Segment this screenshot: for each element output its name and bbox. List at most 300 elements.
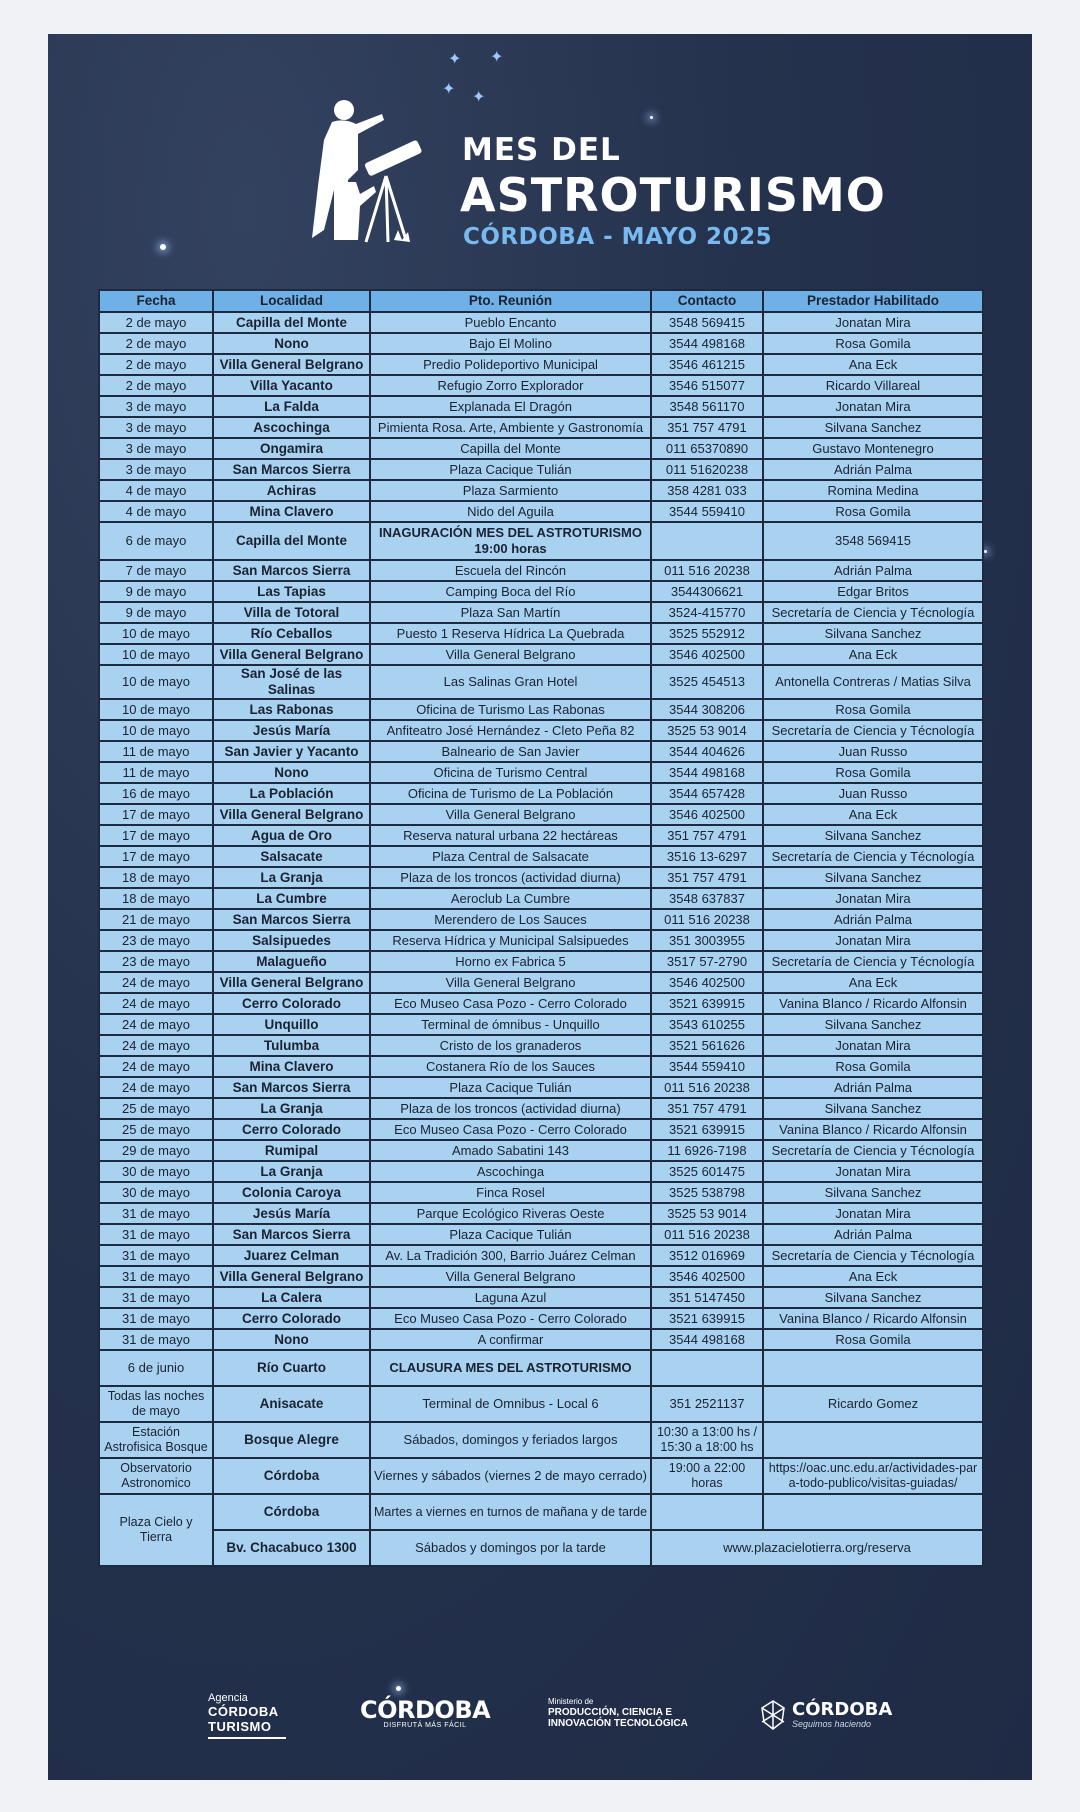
cell-punto-reunion: Balneario de San Javier (370, 741, 651, 762)
agencia-line-2: TURISMO (208, 1719, 272, 1734)
cell-punto-reunion: Anfiteatro José Hernández - Cleto Peña 82 (370, 720, 651, 741)
cell-prestador: Secretaría de Ciencia y Técnología (763, 951, 983, 972)
cell-localidad: Tulumba (213, 1035, 370, 1056)
inauguration-row (99, 522, 983, 560)
table-row (99, 665, 983, 699)
cell-localidad: San Marcos Sierra (213, 459, 370, 480)
header (48, 34, 1032, 284)
cell-punto-reunion: Eco Museo Casa Pozo - Cerro Colorado (370, 1119, 651, 1140)
inauguration-title: INAGURACIÓN MES DEL ASTROTURISMO (379, 525, 642, 540)
stargazers-telescope-icon (294, 90, 424, 250)
cell-contacto (651, 522, 763, 560)
table-row (99, 1182, 983, 1203)
cell-localidad: Nono (213, 1329, 370, 1350)
cell-contacto: 11 6926-7198 (651, 1140, 763, 1161)
cell-fecha: 31 de mayo (99, 1287, 213, 1308)
agencia-cordoba-turismo-logo (208, 1692, 286, 1739)
cell-punto-reunion: Finca Rosel (370, 1182, 651, 1203)
cell-fecha: 17 de mayo (99, 825, 213, 846)
cell-localidad: Colonia Caroya (213, 1182, 370, 1203)
table-row (99, 1161, 983, 1182)
cell-localidad: Bv. Chacabuco 1300 (213, 1530, 370, 1566)
cell-fecha: 23 de mayo (99, 930, 213, 951)
cell-prestador: Vanina Blanco / Ricardo Alfonsin (763, 993, 983, 1014)
cell-fecha: 2 de mayo (99, 333, 213, 354)
table-row (99, 1287, 983, 1308)
cell-punto-reunion: Parque Ecológico Riveras Oeste (370, 1203, 651, 1224)
table-row (99, 1077, 983, 1098)
cell-contacto: 351 757 4791 (651, 417, 763, 438)
cell-punto-reunion: Las Salinas Gran Hotel (370, 665, 651, 699)
cell-punto-reunion: Pimienta Rosa. Arte, Ambiente y Gastronomía (370, 417, 651, 438)
cell-fecha: 11 de mayo (99, 741, 213, 762)
cell-punto-reunion: Amado Sabatini 143 (370, 1140, 651, 1161)
cell-punto-reunion: Eco Museo Casa Pozo - Cerro Colorado (370, 993, 651, 1014)
cell-punto-reunion: Puesto 1 Reserva Hídrica La Quebrada (370, 623, 651, 644)
cell-punto-reunion: Ascochinga (370, 1161, 651, 1182)
cell-prestador: Adrián Palma (763, 1077, 983, 1098)
cell-contacto: 3546 402500 (651, 804, 763, 825)
cell-fecha: 17 de mayo (99, 804, 213, 825)
cell-localidad: Villa General Belgrano (213, 972, 370, 993)
cell-fecha: 10 de mayo (99, 623, 213, 644)
star-decoration (984, 550, 987, 553)
cell-fecha: 7 de mayo (99, 560, 213, 581)
cell-fecha: 3 de mayo (99, 459, 213, 480)
cell-localidad: San Marcos Sierra (213, 560, 370, 581)
bosque-alegre-row (99, 1422, 983, 1458)
cell-punto-reunion: Av. La Tradición 300, Barrio Juárez Celman (370, 1245, 651, 1266)
cell-punto-reunion: Horno ex Fabrica 5 (370, 951, 651, 972)
table-row (99, 804, 983, 825)
geometric-emblem-icon (760, 1700, 786, 1730)
cell-fecha: 9 de mayo (99, 581, 213, 602)
table-row (99, 699, 983, 720)
cell-punto-reunion: Eco Museo Casa Pozo - Cerro Colorado (370, 1308, 651, 1329)
header-prestador: Prestador Habilitado (763, 290, 983, 312)
table-row (99, 867, 983, 888)
cell-fecha: Plaza Cielo y Tierra (99, 1494, 213, 1566)
cell-contacto: 011 51620238 (651, 459, 763, 480)
cell-contacto: 358 4281 033 (651, 480, 763, 501)
cell-fecha: 24 de mayo (99, 1014, 213, 1035)
table-row (99, 1056, 983, 1077)
cell-punto-reunion: Pueblo Encanto (370, 312, 651, 333)
cell-fecha: 31 de mayo (99, 1308, 213, 1329)
cell-punto-reunion: Terminal de Omnibus - Local 6 (370, 1386, 651, 1422)
cell-punto-reunion: Terminal de ómnibus - Unquillo (370, 1014, 651, 1035)
table-row (99, 459, 983, 480)
cell-contacto: 3546 515077 (651, 375, 763, 396)
cell-prestador: Jonatan Mira (763, 396, 983, 417)
cell-punto-reunion: Villa General Belgrano (370, 804, 651, 825)
cell-localidad: Juarez Celman (213, 1245, 370, 1266)
cell-fecha: 2 de mayo (99, 354, 213, 375)
cell-contacto: 3544 657428 (651, 783, 763, 804)
cell-fecha: 18 de mayo (99, 867, 213, 888)
ministerio-line-2: INNOVACIÓN TECNOLÓGICA (548, 1718, 688, 1729)
table-row (99, 602, 983, 623)
agencia-line-1: CÓRDOBA (208, 1704, 279, 1719)
cell-prestador: Rosa Gomila (763, 1056, 983, 1077)
header-localidad: Localidad (213, 290, 370, 312)
cell-localidad: Bosque Alegre (213, 1422, 370, 1458)
table-row (99, 720, 983, 741)
cell-contacto: 3546 402500 (651, 644, 763, 665)
cell-prestador: Adrián Palma (763, 459, 983, 480)
header-contacto: Contacto (651, 290, 763, 312)
cell-fecha: Todas las noches de mayo (99, 1386, 213, 1422)
cell-punto-reunion: Martes a viernes en turnos de mañana y de tarde (370, 1494, 651, 1530)
cell-fecha: 9 de mayo (99, 602, 213, 623)
plaza-cielo-row-1 (99, 1494, 983, 1530)
cell-prestador: Rosa Gomila (763, 1329, 983, 1350)
cell-contacto: 351 757 4791 (651, 1098, 763, 1119)
cell-fecha: 10 de mayo (99, 644, 213, 665)
cell-punto-reunion: Villa General Belgrano (370, 1266, 651, 1287)
observatorio-link[interactable]: https://oac.unc.edu.ar/actividades-para-todo-publico/visitas-guiadas/ (763, 1458, 983, 1494)
cell-fecha: 24 de mayo (99, 1035, 213, 1056)
cell-prestador: Silvana Sanchez (763, 417, 983, 438)
ministerio-logo (548, 1696, 688, 1729)
cell-prestador: Silvana Sanchez (763, 623, 983, 644)
cell-contacto: 3521 639915 (651, 1308, 763, 1329)
table-row (99, 825, 983, 846)
cell-localidad: Malagueño (213, 951, 370, 972)
cell-localidad: Capilla del Monte (213, 312, 370, 333)
cell-localidad: Rumipal (213, 1140, 370, 1161)
cell-contacto: 3516 13-6297 (651, 846, 763, 867)
cell-contacto: 3544 559410 (651, 1056, 763, 1077)
cell-punto-reunion: Refugio Zorro Explorador (370, 375, 651, 396)
cell-contacto: 351 757 4791 (651, 867, 763, 888)
cell-prestador: Rosa Gomila (763, 762, 983, 783)
cell-contacto: 3517 57-2790 (651, 951, 763, 972)
cell-prestador: Ana Eck (763, 1266, 983, 1287)
cell-fecha: 29 de mayo (99, 1140, 213, 1161)
table-row (99, 1308, 983, 1329)
table-row (99, 396, 983, 417)
sparkle-icon: ✦ (442, 81, 456, 98)
gobierno-cordoba-logo (760, 1700, 892, 1730)
cell-localidad: Salsipuedes (213, 930, 370, 951)
cell-prestador: Jonatan Mira (763, 1203, 983, 1224)
cordoba-brand-name: CÓRDOBA (360, 1696, 491, 1724)
cell-localidad: Cerro Colorado (213, 993, 370, 1014)
plaza-cielo-link[interactable]: www.plazacielotierra.org/reserva (651, 1530, 983, 1566)
cell-punto-reunion: Merendero de Los Sauces (370, 909, 651, 930)
cell-prestador: Jonatan Mira (763, 312, 983, 333)
cell-contacto: 3548 637837 (651, 888, 763, 909)
cell-prestador: 3548 569415 (763, 522, 983, 560)
table-row (99, 312, 983, 333)
cell-punto-reunion: Viernes y sábados (viernes 2 de mayo cerrado) (370, 1458, 651, 1494)
cell-prestador: Adrián Palma (763, 1224, 983, 1245)
cell-contacto: 351 2521137 (651, 1386, 763, 1422)
cell-prestador: Jonatan Mira (763, 1161, 983, 1182)
cell-contacto: 3546 461215 (651, 354, 763, 375)
cell-prestador: Antonella Contreras / Matias Silva (763, 665, 983, 699)
ministerio-small-text: Ministerio de (548, 1697, 594, 1706)
cell-punto-reunion: Plaza Sarmiento (370, 480, 651, 501)
cell-contacto: 3521 639915 (651, 1119, 763, 1140)
cell-localidad: Mina Clavero (213, 501, 370, 522)
cell-prestador: Ana Eck (763, 972, 983, 993)
table-row (99, 560, 983, 581)
cell-punto-reunion: Oficina de Turismo Central (370, 762, 651, 783)
cell-punto-reunion: Costanera Río de los Sauces (370, 1056, 651, 1077)
table-row (99, 909, 983, 930)
cell-punto-reunion: Cristo de los granaderos (370, 1035, 651, 1056)
cell-prestador: Edgar Britos (763, 581, 983, 602)
cell-contacto: 3525 601475 (651, 1161, 763, 1182)
table-row (99, 1014, 983, 1035)
table-row (99, 846, 983, 867)
table-row (99, 1266, 983, 1287)
cell-fecha: 6 de junio (99, 1350, 213, 1386)
cell-prestador: Rosa Gomila (763, 333, 983, 354)
cell-prestador: Adrián Palma (763, 909, 983, 930)
table-row (99, 623, 983, 644)
table-row (99, 354, 983, 375)
cell-prestador: Rosa Gomila (763, 501, 983, 522)
cell-prestador: Secretaría de Ciencia y Técnología (763, 846, 983, 867)
cell-localidad: La Calera (213, 1287, 370, 1308)
cell-prestador: Adrián Palma (763, 560, 983, 581)
header-punto-reunion: Pto. Reunión (370, 290, 651, 312)
sparkle-icon: ✦ (472, 89, 486, 106)
cell-contacto: 3521 561626 (651, 1035, 763, 1056)
cell-fecha: 31 de mayo (99, 1329, 213, 1350)
cell-contacto: 011 65370890 (651, 438, 763, 459)
cell-prestador: Jonatan Mira (763, 1035, 983, 1056)
gobierno-name: CÓRDOBA (792, 1699, 893, 1720)
cordoba-brand-logo (360, 1696, 490, 1729)
poster (48, 34, 1032, 1780)
cell-localidad: Villa General Belgrano (213, 1266, 370, 1287)
cell-prestador: Ana Eck (763, 354, 983, 375)
cell-fecha: 24 de mayo (99, 1077, 213, 1098)
cell-fecha: 24 de mayo (99, 993, 213, 1014)
cell-localidad: Jesús María (213, 1203, 370, 1224)
schedule-table (98, 289, 984, 1567)
cell-localidad: Río Ceballos (213, 623, 370, 644)
cell-localidad: La Granja (213, 1161, 370, 1182)
cell-contacto: 3521 639915 (651, 993, 763, 1014)
cell-prestador: Ricardo Gomez (763, 1386, 983, 1422)
cell-contacto: 3548 561170 (651, 396, 763, 417)
cell-punto-reunion: Predio Polideportivo Municipal (370, 354, 651, 375)
table-header-row (99, 290, 983, 312)
cell-punto-reunion: Nido del Aguila (370, 501, 651, 522)
sparkle-icon: ✦ (490, 49, 504, 66)
cell-prestador: Juan Russo (763, 741, 983, 762)
table-row (99, 741, 983, 762)
rows-group-early-may (99, 312, 983, 522)
inauguration-time: 19:00 horas (474, 541, 547, 556)
cell-punto-reunion: Laguna Azul (370, 1287, 651, 1308)
cell-punto-reunion: Plaza Central de Salsacate (370, 846, 651, 867)
cell-localidad: Nono (213, 333, 370, 354)
cell-prestador: Silvana Sanchez (763, 1287, 983, 1308)
anisacate-row (99, 1386, 983, 1422)
cell-contacto: 011 516 20238 (651, 1077, 763, 1098)
cell-punto-reunion: Explanada El Dragón (370, 396, 651, 417)
cell-prestador (763, 1350, 983, 1386)
cell-punto-reunion: Aeroclub La Cumbre (370, 888, 651, 909)
cell-localidad: Villa General Belgrano (213, 644, 370, 665)
cell-prestador (763, 1494, 983, 1530)
cell-prestador: Silvana Sanchez (763, 867, 983, 888)
inauguration-group (99, 522, 983, 560)
table-row (99, 417, 983, 438)
gobierno-tagline: Seguimos haciendo (792, 1719, 872, 1729)
table-row (99, 1203, 983, 1224)
cell-localidad: Cerro Colorado (213, 1119, 370, 1140)
cell-fecha: 10 de mayo (99, 720, 213, 741)
cell-punto-reunion: Reserva natural urbana 22 hectáreas (370, 825, 651, 846)
cell-fecha: 16 de mayo (99, 783, 213, 804)
cell-punto-reunion: Plaza Cacique Tulián (370, 1077, 651, 1098)
cell-prestador: Gustavo Montenegro (763, 438, 983, 459)
cell-contacto: 351 757 4791 (651, 825, 763, 846)
cell-prestador: Silvana Sanchez (763, 1098, 983, 1119)
cell-prestador: Juan Russo (763, 783, 983, 804)
cell-prestador: Vanina Blanco / Ricardo Alfonsin (763, 1308, 983, 1329)
cell-prestador: Silvana Sanchez (763, 825, 983, 846)
ministerio-line-1: PRODUCCIÓN, CIENCIA E (548, 1707, 673, 1718)
cell-localidad: La Cumbre (213, 888, 370, 909)
cell-fecha: 4 de mayo (99, 501, 213, 522)
cell-localidad: Achiras (213, 480, 370, 501)
cell-prestador: Secretaría de Ciencia y Técnología (763, 720, 983, 741)
cell-fecha: 11 de mayo (99, 762, 213, 783)
agencia-underline (208, 1737, 286, 1739)
table-row (99, 581, 983, 602)
table-row (99, 930, 983, 951)
cell-punto-reunion: Plaza Cacique Tulián (370, 459, 651, 480)
cell-localidad: Río Cuarto (213, 1350, 370, 1386)
cell-localidad: San Javier y Yacanto (213, 741, 370, 762)
cell-fecha: 30 de mayo (99, 1161, 213, 1182)
cell-punto-reunion: Camping Boca del Río (370, 581, 651, 602)
cell-contacto: 3525 454513 (651, 665, 763, 699)
cell-contacto: 351 3003955 (651, 930, 763, 951)
cell-localidad: Ongamira (213, 438, 370, 459)
cell-fecha: 25 de mayo (99, 1119, 213, 1140)
cell-fecha: 17 de mayo (99, 846, 213, 867)
cell-localidad: La Granja (213, 867, 370, 888)
cell-localidad: Capilla del Monte (213, 522, 370, 560)
cell-fecha: 31 de mayo (99, 1266, 213, 1287)
cell-prestador: Ricardo Villareal (763, 375, 983, 396)
cell-contacto: 011 516 20238 (651, 909, 763, 930)
cell-localidad: La Falda (213, 396, 370, 417)
cell-fecha: 10 de mayo (99, 665, 213, 699)
footer-logos (48, 1674, 1032, 1754)
cell-contacto: 3544 308206 (651, 699, 763, 720)
cell-localidad: Villa de Totoral (213, 602, 370, 623)
title-line-2: ASTROTURISMO (460, 168, 886, 222)
cell-fecha: 2 de mayo (99, 312, 213, 333)
cell-fecha: 18 de mayo (99, 888, 213, 909)
cell-contacto: 3544 404626 (651, 741, 763, 762)
cell-prestador: Ana Eck (763, 644, 983, 665)
cell-contacto (651, 1494, 763, 1530)
cell-localidad: Salsacate (213, 846, 370, 867)
table-row (99, 375, 983, 396)
cell-prestador: Jonatan Mira (763, 930, 983, 951)
title-line-1: MES DEL (462, 132, 621, 168)
cell-punto-reunion: CLAUSURA MES DEL ASTROTURISMO (370, 1350, 651, 1386)
cell-punto-reunion: Plaza Cacique Tulián (370, 1224, 651, 1245)
cell-fecha: 31 de mayo (99, 1245, 213, 1266)
table-row (99, 1140, 983, 1161)
cell-fecha: Estación Astrofisica Bosque (99, 1422, 213, 1458)
cell-localidad: La Granja (213, 1098, 370, 1119)
cell-contacto: 3544 498168 (651, 1329, 763, 1350)
cell-punto-reunion: Plaza de los troncos (actividad diurna) (370, 867, 651, 888)
cell-contacto: 10:30 a 13:00 hs / 15:30 a 18:00 hs (651, 1422, 763, 1458)
table-row (99, 1245, 983, 1266)
table-row (99, 1224, 983, 1245)
cell-prestador: Secretaría de Ciencia y Técnología (763, 602, 983, 623)
cell-localidad: Agua de Oro (213, 825, 370, 846)
cell-contacto: 3546 402500 (651, 1266, 763, 1287)
cell-localidad: San José de las Salinas (213, 665, 370, 699)
table-row (99, 783, 983, 804)
plaza-cielo-row-2 (99, 1530, 983, 1566)
table-row (99, 951, 983, 972)
cell-punto-reunion (370, 522, 651, 560)
cell-contacto: 3543 610255 (651, 1014, 763, 1035)
cell-punto-reunion: Oficina de Turismo de La Población (370, 783, 651, 804)
cell-localidad: San Marcos Sierra (213, 1224, 370, 1245)
header-fecha: Fecha (99, 290, 213, 312)
cell-contacto: 011 516 20238 (651, 560, 763, 581)
cell-contacto: 19:00 a 22:00 horas (651, 1458, 763, 1494)
cell-fecha: 21 de mayo (99, 909, 213, 930)
cell-contacto: 3544 559410 (651, 501, 763, 522)
cell-punto-reunion: Sábados, domingos y feriados largos (370, 1422, 651, 1458)
cell-fecha: 6 de mayo (99, 522, 213, 560)
cell-fecha: 23 de mayo (99, 951, 213, 972)
cell-punto-reunion: Bajo El Molino (370, 333, 651, 354)
table-row (99, 1098, 983, 1119)
cell-punto-reunion: Villa General Belgrano (370, 972, 651, 993)
cell-punto-reunion: Sábados y domingos por la tarde (370, 1530, 651, 1566)
table-row (99, 501, 983, 522)
table-row (99, 888, 983, 909)
cell-localidad: San Marcos Sierra (213, 909, 370, 930)
cell-localidad: Mina Clavero (213, 1056, 370, 1077)
cell-punto-reunion: Escuela del Rincón (370, 560, 651, 581)
cell-localidad: Villa General Belgrano (213, 354, 370, 375)
cell-prestador: Ana Eck (763, 804, 983, 825)
cell-localidad: Las Tapias (213, 581, 370, 602)
cell-contacto: 351 5147450 (651, 1287, 763, 1308)
cell-contacto: 3544 498168 (651, 762, 763, 783)
cell-localidad: Jesús María (213, 720, 370, 741)
cell-contacto: 3525 538798 (651, 1182, 763, 1203)
cell-localidad: Las Rabonas (213, 699, 370, 720)
cell-fecha: 31 de mayo (99, 1203, 213, 1224)
cell-prestador (763, 1422, 983, 1458)
cell-prestador: Romina Medina (763, 480, 983, 501)
cell-punto-reunion: Villa General Belgrano (370, 644, 651, 665)
cell-fecha: Observatorio Astronomico (99, 1458, 213, 1494)
table-row (99, 993, 983, 1014)
